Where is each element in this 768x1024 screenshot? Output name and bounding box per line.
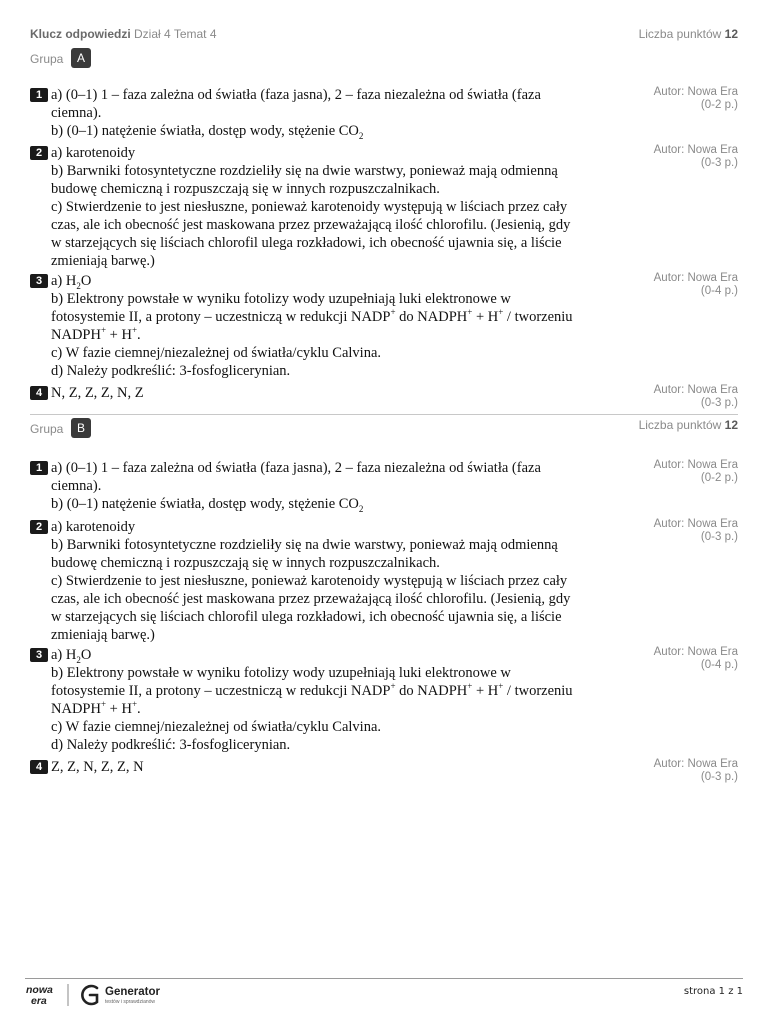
answer-text: b) (0–1) natężenie światła, dostęp wody, stężenie CO [51, 123, 359, 139]
group-label: Grupa [30, 422, 64, 436]
group-points [639, 418, 738, 432]
group-label: Grupa [30, 52, 64, 66]
task-points: (0-2 p.) [700, 99, 738, 111]
points-value: 12 [724, 27, 738, 41]
author-name: Autor: Nowa Era [653, 758, 738, 770]
answer-line: budowę chemiczną i rozpuszczają się w innych rozpuszczalnikach. [51, 555, 440, 571]
subscript: 2 [76, 280, 81, 291]
answer-text: do NADPH [395, 309, 468, 325]
task-number: 4 [30, 760, 48, 774]
task-number: 1 [30, 88, 48, 102]
superscript: + [131, 699, 138, 710]
task-author [654, 272, 738, 298]
author-name: Autor: Nowa Era [653, 384, 738, 396]
answer-line: a) (0–1) 1 – faza zależna od światła (faza jasna), 2 – faza niezależna od światła (faza [51, 87, 541, 103]
answer-line [51, 272, 636, 290]
answer-text: NADPH [51, 327, 101, 343]
task-answer [51, 646, 636, 754]
answer-text: O [80, 273, 92, 289]
task-number: 2 [30, 146, 48, 160]
answer-line: czas, ale ich obecność jest maskowana przez przeważającą ilość chlorofilu. (Jesienią, gdy [51, 591, 571, 607]
answer-text: a) H [51, 273, 77, 289]
task-points: (0-3 p.) [700, 157, 738, 169]
answer-text: b) (0–1) natężenie światła, dostęp wody, stężenie CO [51, 496, 359, 512]
author-name: Autor: Nowa Era [653, 272, 738, 284]
task-author [654, 646, 738, 672]
answer-line: N, Z, Z, Z, N, Z [51, 385, 144, 401]
answer-text: fotosystemie II, a protony – uczestniczą w redukcji NADP [51, 683, 391, 699]
answer-line: d) Należy podkreślić: 3-fosfoglicerynian. [51, 737, 291, 753]
answer-text: NADPH [51, 701, 101, 717]
answer-line: c) W fazie ciemnej/niezależnej od światła/cyklu Calvina. [51, 345, 382, 361]
task-answer [51, 86, 636, 140]
task-author [654, 459, 738, 485]
answer-line: b) Barwniki fotosyntetyczne rozdzieliły się na dwie warstwy, ponieważ mają odmienną [51, 163, 558, 179]
task-points: (0-2 p.) [700, 472, 738, 484]
task-b-3 [30, 646, 738, 754]
task-answer [51, 384, 636, 402]
group-b-header [30, 418, 738, 440]
points-value: 12 [724, 418, 738, 432]
answer-line: zmieniają barwę.) [51, 627, 155, 643]
author-name: Autor: Nowa Era [653, 646, 738, 658]
author-name: Autor: Nowa Era [653, 459, 738, 471]
group-a-header [30, 48, 738, 70]
answer-text: a) H [51, 647, 77, 663]
answer-line: zmieniają barwę.) [51, 253, 155, 269]
answer-line [51, 495, 636, 513]
answer-line [51, 122, 636, 140]
group-badge: A [71, 48, 91, 68]
points-label: Liczba punktów [638, 418, 722, 432]
answer-line: b) Elektrony powstałe w wyniku fotolizy wody uzupełniają luki elektronowe w [51, 665, 511, 681]
task-answer [51, 144, 636, 270]
answer-line: a) karotenoidy [51, 519, 136, 535]
task-points: (0-4 p.) [700, 659, 738, 671]
task-b-2 [30, 518, 738, 644]
answer-line [51, 700, 636, 718]
task-answer [51, 272, 636, 380]
answer-line: w starzejących się liściach chlorofil ulega rozkładowi, ich obecność ujawnia się, a liście [51, 609, 562, 625]
group-badge: B [71, 418, 91, 438]
task-number: 1 [30, 461, 48, 475]
title-bold: Klucz odpowiedzi [30, 27, 131, 41]
answer-line: ciemna). [51, 105, 102, 121]
answer-line [51, 646, 636, 664]
task-points: (0-4 p.) [700, 285, 738, 297]
superscript: + [498, 307, 504, 318]
answer-text: + H [106, 327, 132, 343]
task-author [654, 758, 738, 784]
points-label: Liczba punktów [638, 27, 722, 41]
answer-line: w starzejących się liściach chlorofil ulega rozkładowi, ich obecność ujawnia się, a liście [51, 235, 562, 251]
document-title [30, 27, 217, 41]
task-author [654, 518, 738, 544]
footer-divider [25, 978, 743, 979]
superscript: + [467, 681, 473, 692]
answer-text: / tworzeniu [503, 683, 573, 699]
author-name: Autor: Nowa Era [653, 518, 738, 530]
task-a-4 [30, 384, 738, 410]
group-divider [30, 414, 738, 415]
answer-line [51, 326, 636, 344]
page-number: strona 1 z 1 [683, 986, 743, 997]
task-answer [51, 459, 636, 513]
author-name: Autor: Nowa Era [653, 86, 738, 98]
answer-line: c) Stwierdzenie to jest niesłuszne, ponieważ karotenoidy występują w liściach przez cały [51, 199, 568, 215]
task-a-3 [30, 272, 738, 380]
generator-subtitle: testów i sprawdzianów [105, 999, 156, 1005]
answer-text: do NADPH [395, 683, 468, 699]
answer-text: . [137, 327, 141, 343]
task-b-4 [30, 758, 738, 784]
answer-line: a) (0–1) 1 – faza zależna od światła (faza jasna), 2 – faza niezależna od światła (faza [51, 460, 541, 476]
task-number: 3 [30, 648, 48, 662]
task-answer [51, 518, 636, 644]
answer-text: fotosystemie II, a protony – uczestniczą w redukcji NADP [51, 309, 391, 325]
task-answer [51, 758, 636, 776]
answer-text: / tworzeniu [503, 309, 573, 325]
answer-line [51, 682, 636, 700]
task-b-1 [30, 459, 738, 514]
answer-line: c) W fazie ciemnej/niezależnej od światła/cyklu Calvina. [51, 719, 382, 735]
generator-icon [82, 986, 97, 1004]
answer-line: c) Stwierdzenie to jest niesłuszne, ponieważ karotenoidy występują w liściach przez cały [51, 573, 568, 589]
answer-text: + H [106, 701, 132, 717]
answer-line [51, 308, 636, 326]
superscript: + [467, 307, 473, 318]
page-header [30, 27, 738, 45]
answer-line: a) karotenoidy [51, 145, 136, 161]
task-a-2 [30, 144, 738, 270]
answer-text: . [137, 701, 141, 717]
task-points: (0-3 p.) [700, 531, 738, 543]
task-number: 2 [30, 520, 48, 534]
answer-text: + H [472, 683, 499, 699]
title-rest: Dział 4 Temat 4 [134, 27, 217, 41]
task-author [654, 384, 738, 410]
answer-line: Z, Z, N, Z, Z, N [51, 759, 144, 775]
task-author [654, 86, 738, 112]
answer-line: budowę chemiczną i rozpuszczają się w innych rozpuszczalnikach. [51, 181, 440, 197]
answer-text: + H [472, 309, 499, 325]
answer-text: O [80, 647, 92, 663]
footer-logos [25, 982, 185, 1008]
subscript: 2 [358, 503, 364, 514]
answer-line: czas, ale ich obecność jest maskowana przez przeważającą ilość chlorofilu. (Jesienią, gdy [51, 217, 571, 233]
logo-line-2: era [31, 995, 47, 1007]
task-points: (0-3 p.) [700, 397, 738, 409]
superscript: + [131, 325, 138, 336]
author-name: Autor: Nowa Era [653, 144, 738, 156]
answer-line: b) Barwniki fotosyntetyczne rozdzieliły się na dwie warstwy, ponieważ mają odmienną [51, 537, 558, 553]
answer-line: b) Elektrony powstałe w wyniku fotolizy wody uzupełniają luki elektronowe w [51, 291, 511, 307]
task-a-1 [30, 86, 738, 141]
task-number: 4 [30, 386, 48, 400]
task-points: (0-3 p.) [700, 771, 738, 783]
subscript: 2 [358, 130, 364, 141]
superscript: + [100, 699, 107, 710]
superscript: + [498, 681, 504, 692]
superscript: + [390, 307, 396, 318]
answer-line: d) Należy podkreślić: 3-fosfoglicerynian. [51, 363, 291, 379]
answer-line: ciemna). [51, 478, 102, 494]
superscript: + [100, 325, 107, 336]
task-number: 3 [30, 274, 48, 288]
nowa-era-logo [25, 982, 185, 1008]
subscript: 2 [76, 654, 81, 665]
logo-line-1: nowa [26, 984, 53, 996]
total-points [639, 27, 738, 41]
task-author [654, 144, 738, 170]
superscript: + [390, 681, 396, 692]
generator-title: Generator [105, 986, 160, 998]
